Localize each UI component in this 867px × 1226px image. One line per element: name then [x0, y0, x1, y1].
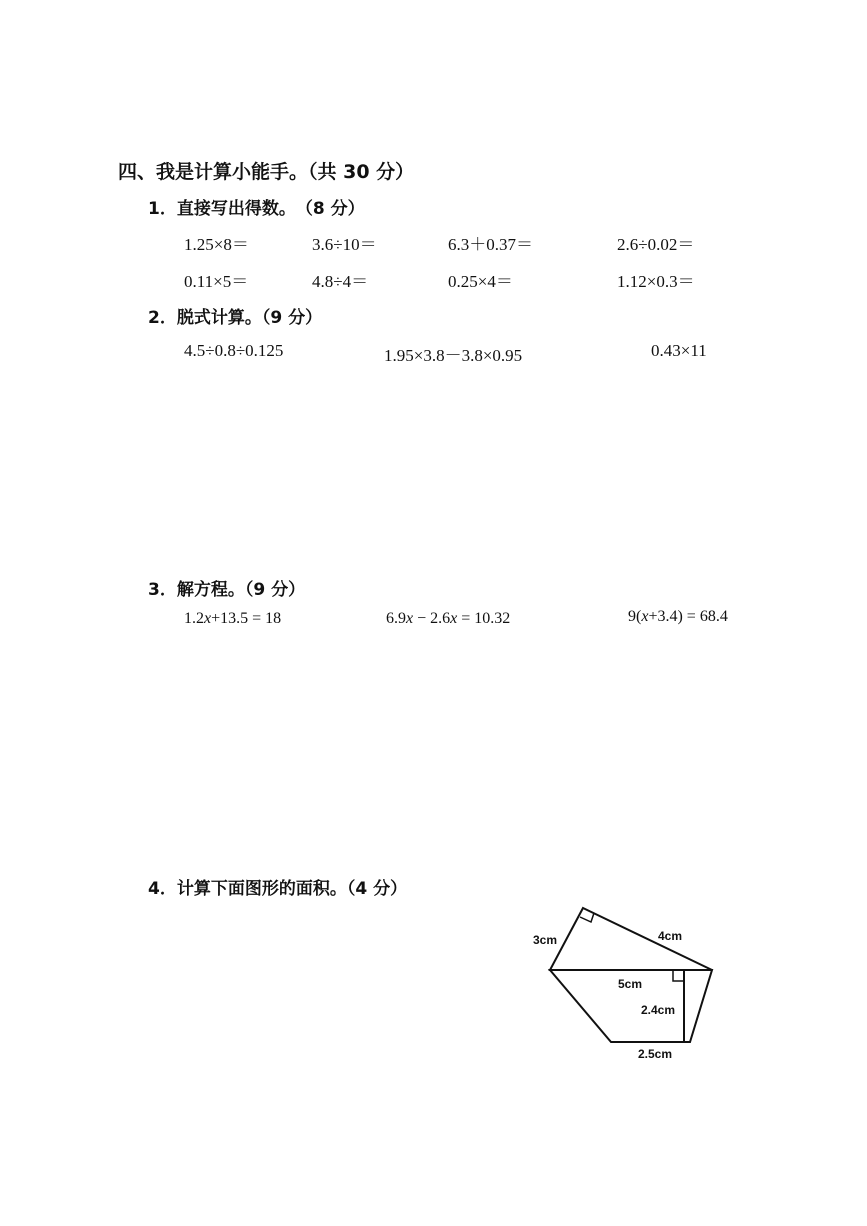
mental-calc-item: 1.25×8＝	[184, 235, 249, 254]
stepwise-calc-item: 0.43×11	[651, 341, 707, 360]
label-3cm: 3cm	[533, 933, 558, 947]
mental-calc-item: 2.6÷0.02＝	[617, 235, 695, 254]
equation-3: 9(x+3.4) = 68.4	[628, 608, 728, 625]
question-4-title: 4．计算下面图形的面积。（4 分）	[148, 879, 408, 899]
equation-1: 1.2x+13.5 = 18	[184, 610, 282, 627]
question-1-title: 1．直接写出得数。 （8 分）	[148, 199, 365, 219]
label-5cm: 5cm	[618, 977, 643, 991]
mental-calc-item: 3.6÷10＝	[312, 235, 377, 254]
mental-calc-item: 6.3＋0.37＝	[448, 235, 533, 254]
right-angle-mark-top	[580, 913, 594, 922]
upper-triangle	[550, 908, 712, 970]
stepwise-calc-item: 4.5÷0.8÷0.125	[184, 341, 284, 360]
right-angle-mark-bottom	[673, 970, 684, 981]
label-4cm: 4cm	[658, 929, 683, 943]
question-3-title: 3．解方程。（9 分）	[148, 580, 306, 600]
mental-calc-item: 0.25×4＝	[448, 272, 513, 291]
label-2-5cm: 2.5cm	[638, 1047, 673, 1061]
mental-calc-item: 4.8÷4＝	[312, 272, 369, 291]
equation-2: 6.9x − 2.6x = 10.32	[386, 610, 511, 627]
question-2-title: 2．脱式计算。（9 分）	[148, 308, 323, 328]
section-title: 四、我是计算小能手。（共 30 分）	[118, 161, 415, 183]
mental-calc-item: 0.11×5＝	[184, 272, 249, 291]
label-2-4cm: 2.4cm	[641, 1003, 676, 1017]
stepwise-calc-item: 1.95×3.8－3.8×0.95	[384, 346, 523, 365]
mental-calc-item: 1.12×0.3＝	[617, 272, 695, 291]
